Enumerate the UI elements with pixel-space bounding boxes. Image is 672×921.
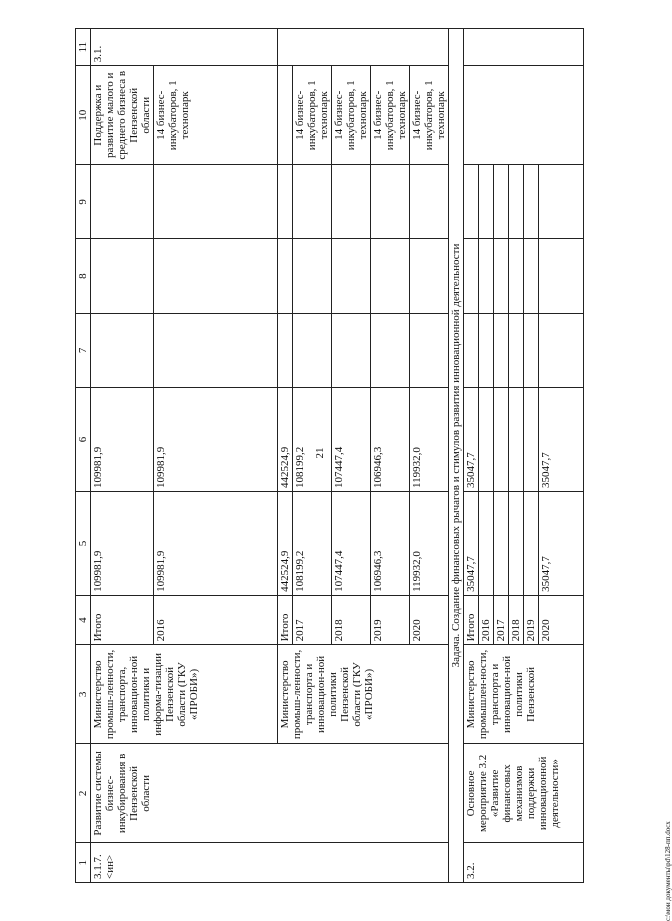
value-cell: 109981,9: [91, 388, 154, 492]
value-cell: 119932,0: [410, 388, 449, 492]
indicator-cell: 14 бизнес-инкубаторов, 1 технопарк: [371, 66, 410, 165]
header-row: [76, 29, 91, 883]
value-cell: 109981,9: [154, 388, 278, 492]
year-cell: 2016: [154, 595, 278, 645]
year-cell: 2019: [524, 595, 539, 645]
year-cell: 2018: [509, 595, 524, 645]
table-row: [464, 29, 479, 883]
year-cell: 2020: [539, 595, 584, 645]
indicator-cell: 14 бизнес-инкубаторов, 1 технопарк: [332, 66, 371, 165]
value-cell: 107447,4: [332, 491, 371, 595]
footer-file-path: с:\мои документы\pd\128-пп.docx: [664, 821, 672, 921]
value-cell: [524, 491, 539, 595]
value-cell: 442524,9: [278, 388, 293, 492]
value-cell: [509, 491, 524, 595]
col-header-1: 1: [76, 843, 91, 883]
table-row: [91, 29, 154, 883]
value-cell: [509, 388, 524, 492]
value-cell: 442524,9: [278, 491, 293, 595]
executor: Министерство промышлен-ности, транспорта и инновацион-ной политики Пензенской: [464, 645, 584, 744]
value-cell: 35047,7: [539, 491, 584, 595]
year-cell: 2020: [410, 595, 449, 645]
value-cell: 106946,3: [371, 491, 410, 595]
value-cell: 108199,2: [293, 491, 332, 595]
rotated-page: [75, 28, 561, 883]
year-cell: 2017: [293, 595, 332, 645]
value-cell: [91, 165, 154, 239]
value-cell: 109981,9: [154, 491, 278, 595]
indicator-cell: Поддержка и развитие малого и среднего бизнеса в Пензенской области: [91, 66, 154, 165]
value-cell: 119932,0: [410, 491, 449, 595]
col-header-7: 7: [76, 313, 91, 387]
year-cell: Итого: [278, 595, 293, 645]
value-cell: [91, 239, 154, 313]
executor: Министерство промыш-ленности, транспорта, инновацион-ной политики и информа-тизации Пензенской области (ГКУ «ПРОБИ»): [91, 645, 278, 744]
col-header-4: 4: [76, 595, 91, 645]
value-cell: 107447,4: [332, 388, 371, 492]
measure-name: Основное мероприятие 3.2 «Развитие финансовых механизмов поддержки инновационной деятельности»: [464, 744, 584, 843]
task-row: [449, 29, 464, 883]
col-header-3: 3: [76, 645, 91, 744]
measure-name: Развитие системы бизнес-инкубирования в Пензенской области: [91, 744, 449, 843]
value-cell: [479, 491, 494, 595]
row-number: 3.2.: [464, 843, 584, 883]
value-cell: [91, 313, 154, 387]
value-cell: [479, 388, 494, 492]
value-cell: 108199,2: [293, 388, 332, 492]
value-cell: [494, 388, 509, 492]
task-title: Задача. Создание финансовых рычагов и стимулов развития инновационной деятельности: [449, 29, 464, 883]
year-cell: 2016: [479, 595, 494, 645]
indicator-cell: 14 бизнес-инкубаторов, 1 технопарк: [293, 66, 332, 165]
indicator-cell: 14 бизнес-инкубаторов, 1 технопарк: [410, 66, 449, 165]
col-header-11: 11: [76, 29, 91, 66]
value-cell: 109981,9: [91, 491, 154, 595]
indicator-cell: 14 бизнес-инкубаторов, 1 технопарк: [154, 66, 278, 165]
year-cell: 2018: [332, 595, 371, 645]
value-cell: 35047,7: [539, 388, 584, 492]
page-number: 21: [314, 447, 326, 459]
indicator-cell: [278, 66, 293, 165]
year-cell: Итого: [464, 595, 479, 645]
year-cell: 2017: [494, 595, 509, 645]
row-number: 3.1.7. <ин>: [91, 843, 449, 883]
col-header-9: 9: [76, 165, 91, 239]
col-header-6: 6: [76, 388, 91, 492]
col-header-10: 10: [76, 66, 91, 165]
value-cell: 35047,7: [464, 388, 479, 492]
executor: Министерство промыш-ленности, транспорта и инновацион-ной политики Пензенской области (ГКУ «ПРОБИ»): [278, 645, 449, 744]
value-cell: 106946,3: [371, 388, 410, 492]
program-table: [75, 28, 584, 883]
col-header-8: 8: [76, 239, 91, 313]
year-cell: 2019: [371, 595, 410, 645]
value-cell: 35047,7: [464, 491, 479, 595]
year-cell: Итого: [91, 595, 154, 645]
value-cell: [494, 491, 509, 595]
indicator-ref: 3.1.: [91, 29, 278, 66]
col-header-5: 5: [76, 491, 91, 595]
value-cell: [524, 388, 539, 492]
col-header-2: 2: [76, 744, 91, 843]
